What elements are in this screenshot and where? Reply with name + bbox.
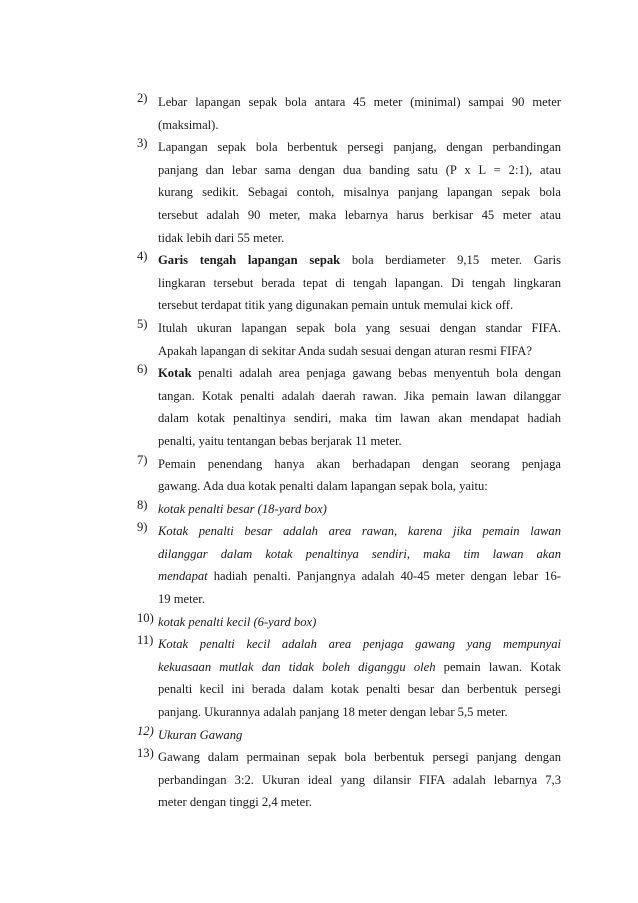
text-line: [158, 475, 561, 498]
list-item-number: 8): [137, 497, 148, 512]
text-line: [158, 227, 561, 250]
text-line: [158, 181, 561, 204]
text-line: [158, 791, 561, 814]
text-line: [158, 340, 561, 363]
italic-text: kotak penalti kecil (6-yard box): [158, 614, 317, 629]
list-item-number: 7): [137, 452, 148, 467]
list-item: [137, 633, 561, 723]
text-run: Pemain penendang hanya akan berhadapan dengan seorang penjaga: [158, 456, 561, 471]
text-run: Apakah lapangan di sekitar Anda sudah sesuai dengan aturan resmi FIFA?: [158, 343, 532, 358]
list-item: [137, 746, 561, 814]
text-line: [158, 611, 561, 634]
text-line: [158, 249, 561, 272]
text-run: Lapangan sepak bola berbentuk persegi panjang, dengan perbandingan: [158, 140, 561, 155]
text-line: [158, 453, 561, 476]
italic-text: Kotak penalti besar adalah area rawan, karena jika pemain lawan: [158, 524, 561, 539]
text-run: tersebut adalah 90 meter, maka lebarnya harus berkisar 45 meter atau: [158, 207, 561, 222]
list-item-number: 5): [137, 316, 148, 331]
text-line: [158, 565, 561, 588]
text-run: tersebut terdapat titik yang digunakan pemain untuk memulai kick off.: [158, 298, 514, 313]
text-line: [158, 543, 561, 566]
text-line: [158, 385, 561, 408]
text-run: dalam kotak penaltinya sendiri, maka tim lawan akan mendapat hadiah: [158, 411, 561, 426]
text-run: Itulah ukuran lapangan sepak bola yang sesuai dengan standar FIFA.: [158, 320, 561, 335]
list-item-number: 2): [137, 91, 148, 105]
text-run: gawang. Ada dua kotak penalti dalam lapangan sepak bola, yaitu:: [158, 479, 488, 494]
list-item: [137, 611, 561, 634]
list-item: [137, 362, 561, 452]
text-run: perbandingan 3:2. Ukuran ideal yang dilansir FIFA adalah lebarnya 7,3: [158, 772, 561, 787]
italic-text: mendapat: [158, 569, 208, 584]
list-item: [137, 317, 561, 362]
text-run: hadiah penalti. Panjangnya adalah 40-45 meter dengan lebar 16-: [207, 569, 561, 584]
text-line: [158, 407, 561, 430]
text-run: 19 meter.: [158, 592, 205, 607]
bold-text: Kotak: [158, 366, 192, 381]
text-run: penalti kecil ini berada dalam kotak penalti besar dan berbentuk persegi: [158, 682, 561, 697]
list-item-number: 11): [137, 633, 154, 648]
text-run: Lebar lapangan sepak bola antara 45 meter (minimal) sampai 90 meter: [158, 95, 561, 109]
text-line: [158, 91, 561, 114]
text-run: penalti, yaitu tentangan bebas berjarak 11 meter.: [158, 433, 402, 448]
text-line: [158, 520, 561, 543]
text-line: [158, 678, 561, 701]
list-item-number: 12): [137, 723, 154, 738]
list-item: [137, 249, 561, 317]
text-line: [158, 136, 561, 159]
text-run: lingkaran tersebut berada tepat di tengah lapangan. Di tengah lingkaran: [158, 275, 561, 290]
italic-text: dilanggar dalam kotak penaltinya sendiri, maka tim lawan akan: [158, 546, 561, 561]
text-line: [158, 204, 561, 227]
text-run: bola berdiameter 9,15 meter. Garis: [340, 253, 561, 268]
text-run: tidak lebih dari 55 meter.: [158, 230, 285, 245]
list-item: [137, 724, 561, 747]
text-line: [158, 159, 561, 182]
list-item: [137, 91, 561, 136]
list-item-number: 10): [137, 610, 154, 625]
numbered-list: [137, 91, 561, 814]
italic-text: kekuasaan mutlak dan tidak boleh diganggu oleh: [158, 659, 436, 674]
list-item: [137, 520, 561, 610]
bold-text: Garis tengah lapangan sepak: [158, 253, 341, 268]
list-item: [137, 136, 561, 249]
italic-text: kotak penalti besar (18-yard box): [158, 501, 327, 516]
list-item-number: 4): [137, 249, 148, 264]
text-line: [158, 588, 561, 611]
text-line: [158, 317, 561, 340]
text-run: penalti adalah area penjaga gawang bebas menyentuh bola dengan: [191, 366, 561, 381]
text-run: kurang sedikit. Sebagai contoh, misalnya panjang lapangan sepak bola: [158, 185, 561, 200]
text-line: [158, 362, 561, 385]
italic-text: Ukuran Gawang: [158, 727, 243, 742]
text-run: Gawang dalam permainan sepak bola berbentuk persegi panjang dengan: [158, 750, 561, 765]
text-run: panjang dan lebar sama dengan dua banding satu (P x L = 2:1), atau: [158, 162, 561, 177]
text-run: (maksimal).: [158, 117, 219, 132]
text-line: [158, 769, 561, 792]
list-item: [137, 453, 561, 498]
text-line: [158, 656, 561, 679]
text-line: [158, 701, 561, 724]
text-line: [158, 633, 561, 656]
list-item-number: 9): [137, 520, 148, 535]
list-item: [137, 498, 561, 521]
text-run: tangan. Kotak penalti adalah daerah rawan. Jika pemain lawan dilanggar: [158, 388, 561, 403]
text-run: pemain lawan. Kotak: [435, 659, 561, 674]
text-line: [158, 746, 561, 769]
text-run: meter dengan tinggi 2,4 meter.: [158, 795, 312, 810]
list-item-number: 6): [137, 362, 148, 377]
list-item-number: 13): [137, 746, 154, 761]
text-line: [158, 114, 561, 137]
text-line: [158, 724, 561, 747]
text-line: [158, 272, 561, 295]
italic-text: Kotak penalti kecil adalah area penjaga gawang yang mempunyai: [158, 637, 561, 652]
list-item-number: 3): [137, 136, 148, 151]
text-line: [158, 498, 561, 521]
text-line: [158, 430, 561, 453]
text-line: [158, 294, 561, 317]
text-run: panjang. Ukurannya adalah panjang 18 meter dengan lebar 5,5 meter.: [158, 705, 508, 720]
